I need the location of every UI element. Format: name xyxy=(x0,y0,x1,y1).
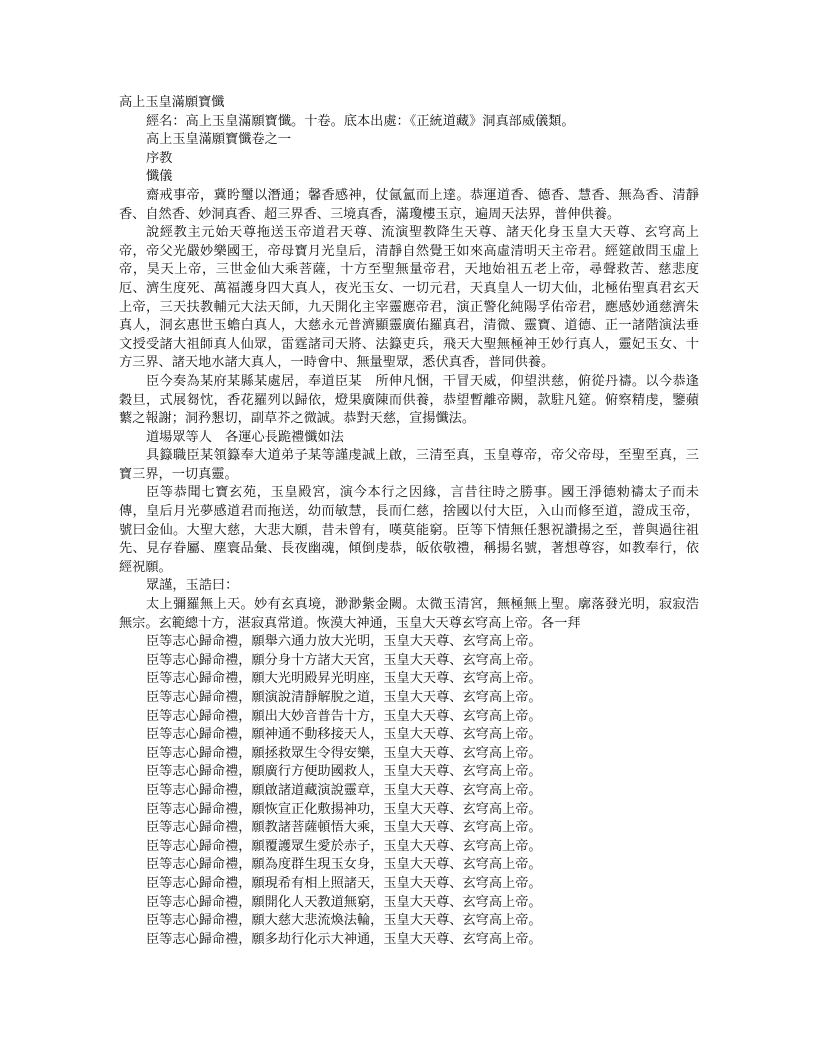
line-zhongsong: 眾謹，玉誥曰： xyxy=(146,578,239,594)
vow-line: 臣等志心歸命禮，願神通不動移接天人，玉皇大天尊、玄穹高上帝。 xyxy=(146,727,542,743)
paragraph-jade-decree: 太上彌羅無上天。妙有玄真境，渺渺紫金闕。太微玉清宮，無極無上聖。廓落發光明，寂寂浩無宗。玄範總十方，湛寂真常道。恢漠大神通，玉皇大天尊玄穹高上帝。各一拜 xyxy=(119,597,699,631)
section-heading-xujiao: 序教 xyxy=(146,150,173,166)
vow-list xyxy=(119,633,699,949)
vow-line: 臣等志心歸命禮，願演說清靜解脫之道，玉皇大天尊、玄穹高上帝。 xyxy=(146,690,542,705)
document-title: 高上玉皇滿願寶懺 xyxy=(119,95,225,110)
vow-line: 臣等志心歸命禮，願教諸菩薩頓悟大乘，玉皇大天尊、玄穹高上帝。 xyxy=(146,820,542,836)
vow-line: 臣等志心歸命禮，願現希有相上照諸天，玉皇大天尊、玄穹高上帝。 xyxy=(146,875,542,891)
line-daochang-instruction: 道場眾等人 各運心長跪禮懺如法 xyxy=(146,429,344,445)
document-page xyxy=(119,94,699,949)
vow-line: 臣等志心歸命禮，願為度群生現玉女身，玉皇大天尊、玄穹高上帝。 xyxy=(146,857,542,873)
paragraph-invocation-deities: 說經教主元始天尊拖送玉帝道君天尊、流演聖教降生天尊、諸天化身玉皇大天尊、玄穹高上帝，帝父光嚴妙樂國王，帝母寶月光皇后，清靜自然覺王如來高虛清明天主帝君。經筵啟問玉虛上帝，昊天上帝，三世金仙大乘菩薩，十方至聖無量帝君，天地始祖五老上帝，尋聲救苦、慈悲度厄、濟生度死、萬福護身四大真人，夜光玉女、一切元君，天真皇人一切大仙，北極佑聖真君玄天上帝，三天扶教輔元大法天師，九天開化主宰靈應帝君，演正警化純陽孚佑帝君，應感妙通慈濟朱真人，洞玄惠世玉蟾白真人，大慈永元普濟顯靈廣佑羅真君，清微、靈寶、道德、正一諸階演法垂文授受諸大祖師真人仙眾，雷霆諸司天將、法籙吏兵，飛天大聖無極神王妙行真人，靈妃玉女、十方三界、諸天地水諸大真人，一時會中、無量聖眾，悉伏真香，普同供養。 xyxy=(119,225,699,371)
vow-line: 臣等志心歸命禮，願啟諸道藏演說靈章，玉皇大天尊、玄穹高上帝。 xyxy=(146,782,542,798)
juan-title: 高上玉皇滿願寶懺卷之一 xyxy=(146,132,292,148)
vow-line: 臣等志心歸命禮，願舉六通力放大光明，玉皇大天尊、玄穹高上帝。 xyxy=(146,634,542,650)
vow-line: 臣等志心歸命禮，願拯救眾生令得安樂，玉皇大天尊、玄穹高上帝。 xyxy=(146,745,542,761)
paragraph-incense-offering: 齋戒事帝，冀盻璽以潛通；馨香感神，仗氤氳而上達。恭運道香、德香、慧香、無為香、清靜香、自然香、妙洞真香、超三界香、三境真香，滿瓊樓玉京，遍周天法界，普伸供養。 xyxy=(119,187,699,222)
paragraph-opening-address: 具籙職臣某領籙奉大道弟子某等謹虔誠上啟，三清至真，玉皇尊帝，帝父帝母，至聖至真，三寶三界，一切真靈。 xyxy=(119,448,699,482)
scripture-metadata: 經名：高上玉皇滿願寶懺。十卷。底本出處：《正統道藏》洞真部威儀類。 xyxy=(146,113,575,129)
paragraph-origin-story: 臣等恭聞七寶玄苑，玉皇殿宮，演今本行之因緣，言昔往時之勝事。國王淨德勑禱太子而未傳，皇后月光夢感道君而拖送，幼而敏慧，長而仁慈，捨國以付大臣，入山而修至道，證成玉帝，號曰金仙。大聖大慈，大悲大願，昔未曾有，嘆莫能窮。臣等下情無任懇祝讚揚之至，普與過往祖先、見存眷屬、塵寰品彙、長夜幽魂，傾倒虔恭，皈依敬禮，稱揚名號，著想尊容，如教奉行，依經祝願。 xyxy=(119,485,699,575)
vow-line: 臣等志心歸命禮，願大光明殿昇光明座，玉皇大天尊、玄穹高上帝。 xyxy=(146,671,542,687)
vow-line: 臣等志心歸命禮，願大慈大悲流煥法輪，玉皇大天尊、玄穹高上帝。 xyxy=(146,913,542,929)
vow-line: 臣等志心歸命禮，願恢宣正化敷揚神功，玉皇大天尊、玄穹高上帝。 xyxy=(146,801,542,817)
vow-line: 臣等志心歸命禮，願廣行方便助國救人，玉皇大天尊、玄穹高上帝。 xyxy=(146,764,542,780)
paragraph-petition: 臣今奏為某府某縣某處居，奉道臣某 所伸凡悃，干冒天威，仰望洪慈，俯從丹禱。以今恭逢穀旦，式展芻忱，香花羅列以歸依，燈果廣陳而供養，恭望暫離帝闕，款駐凡筵。俯察精虔，鑒蘋蘩之報謝；洞矜懇切，副草芥之微誠。恭對天慈，宣揚懺法。 xyxy=(119,373,699,427)
vow-line: 臣等志心歸命禮，願開化人天教道無窮，玉皇大天尊、玄穹高上帝。 xyxy=(146,894,542,910)
vow-line: 臣等志心歸命禮，願出大妙音普告十方，玉皇大天尊、玄穹高上帝。 xyxy=(146,708,542,724)
vow-line: 臣等志心歸命禮，願多劫行化示大神通，玉皇大天尊、玄穹高上帝。 xyxy=(146,931,542,947)
vow-line: 臣等志心歸命禮，願分身十方諸大天宮，玉皇大天尊、玄穹高上帝。 xyxy=(146,652,542,668)
section-heading-chanyi: 懺儀 xyxy=(146,169,173,185)
vow-line: 臣等志心歸命禮，願覆護眾生愛於赤子，玉皇大天尊、玄穹高上帝。 xyxy=(146,838,542,854)
